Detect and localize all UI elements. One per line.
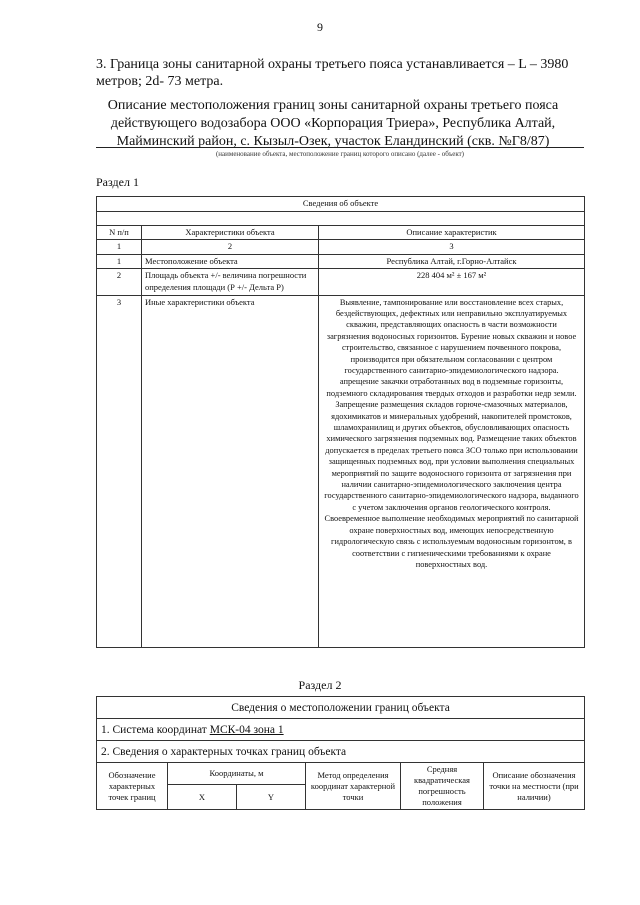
document-heading: Описание местоположения границ зоны санитарной охраны третьего пояса действующего водозабора ООО «Корпорация Триера», Республика Алтай, Майминский район, с. Кызыл-Озек, участок Еландинский (скв. №Г8/87) [107,98,559,149]
underline-caption: (наименование объекта, местоположение границ которого описано (далее - объект) [215,150,465,158]
col-coordinates: Координаты, м [168,763,306,785]
boundary-table-title: Сведения о местоположении границ объекта [97,697,585,719]
blank-row [97,211,585,225]
col-mark-description: Описание обозначения точки на местности (при наличии) [484,763,585,810]
col-number-2: 2 [142,240,319,255]
row-name: Иные характеристики объекта [142,295,319,647]
row-desc: 228 404 м² ± 167 м² [319,269,585,295]
col-header-description: Описание характеристик [319,225,585,240]
row-num: 1 [97,254,142,269]
col-method: Метод определения координат характерной точки [306,763,401,810]
table-row [97,295,585,647]
col-header-characteristic: Характеристики объекта [142,225,319,240]
row-desc: Выявление, тампонирование или восстановление всех старых, бездействующих, дефектных или неправильно эксплуатируемых скважин, представляющих опасность в части возможности загрязнения водоносных горизонтов. Бурение новых скважин и новое строительство, связанное с нарушением почвенного покрова, производится при обязательном согласовании с центром государственного санитарно-эпидемиологического надзора. апрещение закачки отработанных вод в подземные горизонты, подземного складирования твердых отходов и разработки недр земли. Запрещение размещения складов горюче-смазочных материалов, ядохимикатов и минеральных удобрений, накопителей промстоков, шламохранилищ и других объектов, обусловливающих опасность химического загрязнения подземных вод. Размещение таких объектов допускается в пределах третьего пояса ЗСО только при использовании защищенных подземных вод, при условии выполнения специальных мероприятий по защите водоносного горизонта от загрязнения при наличии санитарно-эпидемиологического заключения центра государственного санитарно-эпидемиологического надзора, выданного с учетом заключения органов геологического контроля. Своевременное выполнение необходимых мероприятий по санитарной охране поверхностных вод, имеющих непосредственную гидрологическую связь с используемым водоносным горизонтом, в соответствии с гигиеническими требованиями к охране поверхностных вод. [319,295,585,647]
points-title: 2. Сведения о характерных точках границ объекта [97,741,585,763]
col-x: X [168,785,237,810]
section-2-title: Раздел 2 [298,678,342,692]
coord-system-value: МСК-04 зона 1 [209,723,284,736]
table-row [97,254,585,269]
object-info-title: Сведения об объекте [97,197,585,212]
boundary-location-table [96,696,585,810]
col-header-num: N п/п [97,225,142,240]
col-number-1: 1 [97,240,142,255]
row-num: 3 [97,295,142,647]
col-number-3: 3 [319,240,585,255]
row-name: Площадь объекта +/- величина погрешности определения площади (Р +/- Дельта Р) [142,269,319,295]
page-number: 9 [317,20,323,34]
col-designation: Обозначение характерных точек границ [97,763,168,810]
row-desc: Республика Алтай, г.Горно-Алтайск [319,254,585,269]
zone-boundary-paragraph: 3. Граница зоны санитарной охраны третьего пояса устанавливается – L – 3980 метров; 2d- 73 метра. [96,57,569,89]
heading-underline [96,147,584,148]
col-y: Y [237,785,306,810]
coord-system-label: 1. Система координат [101,723,210,736]
table-row [97,269,585,295]
col-error: Средняя квадратическая погрешность положения [401,763,484,810]
coord-system-row [97,719,585,741]
row-name: Местоположение объекта [142,254,319,269]
section-1-title: Раздел 1 [96,175,139,189]
object-info-table [96,196,585,648]
row-num: 2 [97,269,142,295]
